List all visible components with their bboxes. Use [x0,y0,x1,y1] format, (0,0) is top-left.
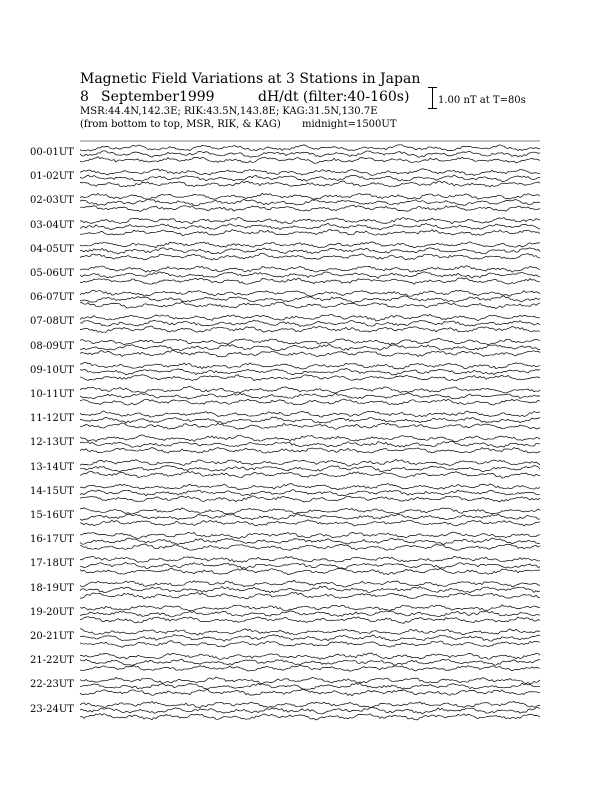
trace-kag [80,169,540,176]
trace-msr [80,326,540,332]
trace-msr [80,471,540,478]
scale-label: 1.00 nT at T=80s [438,95,526,106]
row-label: 12-13UT [30,437,74,449]
trace-kag [80,242,540,248]
trace-rik [80,490,540,496]
trace-kag [80,217,540,223]
trace-rik [80,611,540,617]
trace-rik [80,514,540,521]
row-label: 09-10UT [30,364,74,376]
trace-kag [80,193,540,199]
trace-rik [80,538,540,545]
row-label: 14-15UT [30,485,74,497]
trace-kag [80,362,540,369]
trace-msr [80,375,540,381]
trace-msr [80,448,540,454]
trace-kag [80,580,540,587]
trace-msr [80,544,540,550]
row-label: 20-21UT [30,631,74,642]
trace-rik [80,320,540,326]
trace-msr [80,520,540,526]
trace-kag [80,435,540,442]
trace-kag [80,387,540,394]
trace-rik [80,417,540,423]
station-order-note: (from bottom to top, MSR, RIK, & KAG) [80,119,281,130]
row-label: 07-08UT [30,316,74,328]
trace-msr [80,399,540,405]
row-label: 19-20UT [30,606,74,618]
trace-kag [80,653,540,659]
trace-rik [80,175,540,182]
trace-kag [80,483,540,489]
trace-msr [80,617,540,624]
row-label: 06-07UT [30,292,74,304]
trace-msr [80,496,540,502]
trace-kag [80,677,540,684]
row-label: 15-16UT [30,510,74,521]
trace-rik [80,344,540,350]
trace-rik [80,248,540,254]
trace-msr [80,714,540,720]
row-label: 10-11UT [30,389,74,400]
row-label: 11-12UT [30,413,74,425]
chart-title: Magnetic Field Variations at 3 Stations in Japan [80,71,421,87]
row-label: 05-06UT [30,268,74,279]
row-label: 03-04UT [30,219,74,231]
trace-rik [80,223,540,230]
trace-kag [80,701,540,707]
row-label: 08-09UT [30,340,74,352]
trace-rik [80,151,540,157]
trace-rik [80,683,540,689]
trace-msr [80,689,540,696]
trace-msr [80,568,540,575]
row-label: 13-14UT [30,461,74,473]
row-label: 23-24UT [30,703,74,715]
row-label: 00-01UT [30,147,74,158]
trace-msr [80,229,540,235]
trace-rik [80,199,540,206]
trace-kag [80,290,540,296]
trace-msr [80,350,540,357]
trace-msr [80,302,540,309]
trace-rik [80,272,540,279]
trace-kag [80,629,540,635]
trace-kag [80,508,540,514]
trace-msr [80,423,540,430]
row-label: 21-22UT [30,655,74,667]
trace-kag [80,266,540,272]
midnight-note: midnight=1500UT [302,119,397,130]
row-label: 16-17UT [30,534,74,546]
quantity-filter: dH/dt (filter:40-160s) [258,89,410,105]
trace-rik [80,659,540,665]
trace-rik [80,296,540,303]
trace-rik [80,466,540,472]
trace-kag [80,145,540,151]
trace-msr [80,181,540,187]
trace-rik [80,707,540,714]
date-day: 8 [80,89,89,105]
trace-rik [80,563,540,569]
date-month-year: September1999 [101,89,215,105]
trace-kag [80,532,540,538]
trace-msr [80,278,540,284]
trace-msr [80,665,540,671]
row-label: 01-02UT [30,171,74,183]
trace-rik [80,586,540,592]
station-coordinates: MSR:44.4N,142.3E; RIK:43.5N,143.8E; KAG:31.5N,130.7E [80,106,378,117]
trace-rik [80,635,540,642]
trace-kag [80,338,540,345]
trace-msr [80,253,540,260]
trace-msr [80,205,540,211]
row-label: 04-05UT [30,243,74,255]
trace-msr [80,592,540,598]
row-label: 02-03UT [30,195,74,207]
trace-rik [80,441,540,447]
trace-msr [80,641,540,648]
trace-rik [80,368,540,375]
row-label: 22-23UT [30,679,74,691]
trace-kag [80,411,540,417]
trace-msr [80,157,540,163]
row-label: 18-19UT [30,582,74,594]
trace-kag [80,459,540,466]
row-label: 17-18UT [30,558,74,570]
trace-kag [80,605,540,611]
trace-kag [80,556,540,562]
trace-rik [80,393,540,399]
trace-kag [80,314,540,321]
